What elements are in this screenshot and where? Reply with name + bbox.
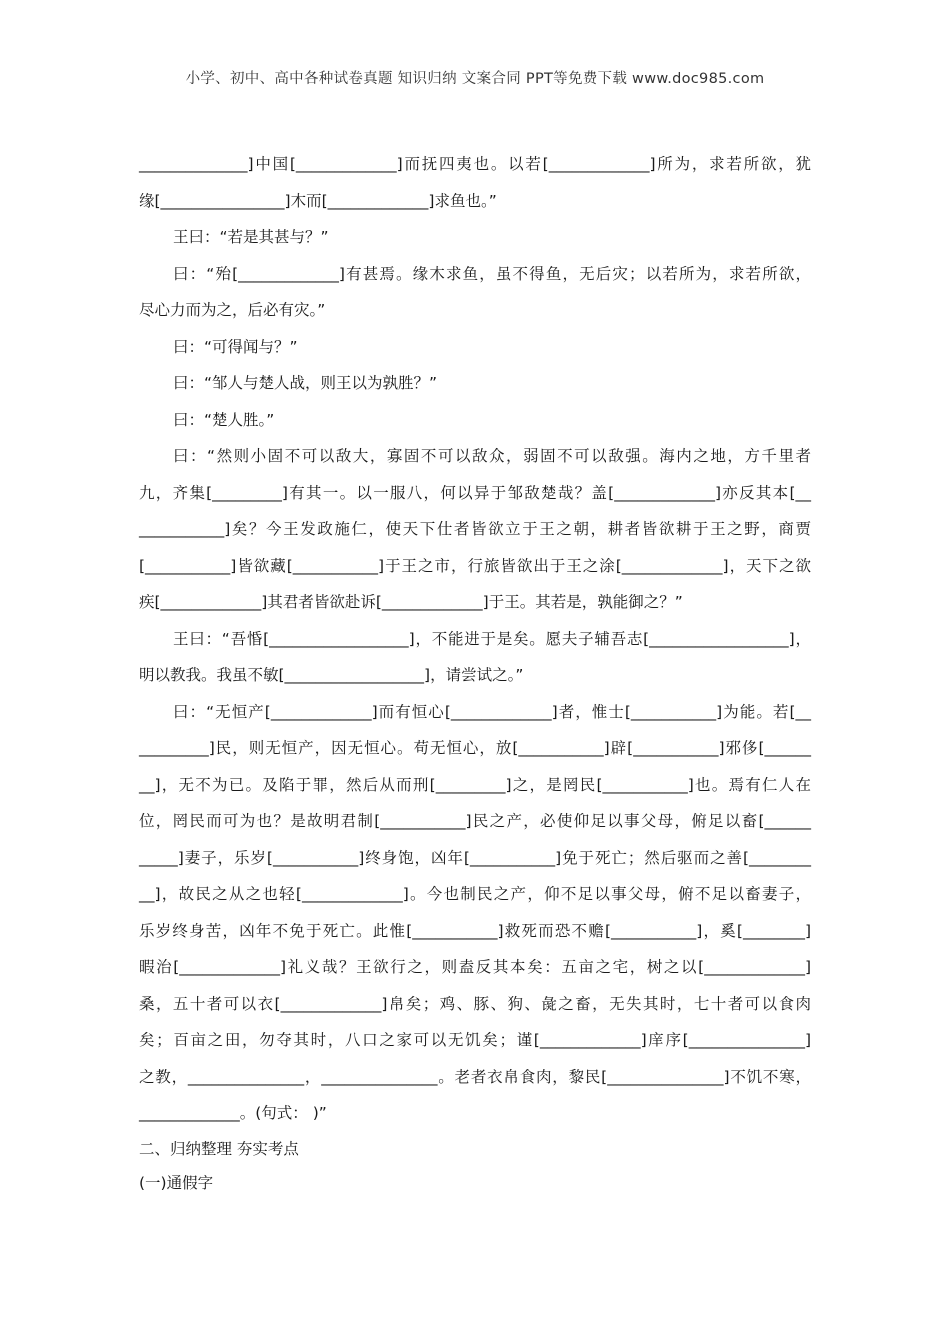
section-heading: 二、归纳整理 夯实考点 [139, 1139, 299, 1158]
text-line: ______________]中国[_____________]而抚四夷也。以若[_____________]所为，求若所欲，犹 [139, 155, 811, 173]
text-line: 王曰：“吾惛[__________________]，不能进于是矣。愿夫子辅吾志[__________________]， [173, 629, 811, 648]
text-body [139, 146, 811, 1200]
text-line: 矣；百亩之田，勿夺其时，八口之家可以无饥矣；谨[_____________]庠序[_______________] [139, 1031, 811, 1049]
text-line: 尽心力而为之，后必有灾。” [139, 301, 326, 319]
text-line: 之教，_______________，_______________。老者衣帛食肉，黎民[_______________]不饥不寒， [139, 1067, 811, 1086]
text-line: 曰：“无恒产[_____________]而有恒心[_____________]者，惟士[___________]为能。若[__ [173, 702, 811, 721]
text-line: 九，齐集[_________]有其一。以一服八，何以异于邹敌楚哉？盖[_____________]亦反其本[__ [139, 483, 811, 502]
text-line: 曰：“邹人与楚人战，则王以为孰胜？” [173, 374, 438, 392]
page-header: 小学、初中、高中各种试卷真题 知识归纳 文案合同 PPT等免费下载 www.doc985.com [185, 71, 765, 87]
text-line: _____]妻子，乐岁[___________]终身饱，凶年[___________]免于死亡；然后驱而之善[________ [139, 848, 811, 867]
text-line: 王曰：“若是其甚与？” [173, 228, 329, 246]
text-line: 明以教我。我虽不敏[__________________]，请尝试之。” [139, 666, 524, 684]
text-line: 曰：“然则小固不可以敌大，寡固不可以敌众，弱固不可以敌强。海内之地，方千里者 [173, 447, 811, 465]
text-line: 缘[________________]木而[_____________]求鱼也。” [139, 191, 497, 210]
subsection-heading: (一)通假字 [139, 1173, 214, 1192]
text-line: 暇治[_____________]礼义哉？王欲行之，则盍反其本矣：五亩之宅，树之以[_____________] [139, 958, 811, 976]
text-line: [___________]皆欲藏[___________]于王之市，行旅皆欲出于王之涂[_____________]，天下之欲 [139, 556, 811, 575]
text-line: 曰：“楚人胜。” [173, 410, 275, 429]
text-line: 曰：“可得闻与？” [173, 337, 298, 356]
text-line: 疾[_____________]其君者皆欲赴诉[_____________]于王。其若是，孰能御之？” [139, 593, 683, 611]
text-line: _____________。(句式： )” [139, 1104, 327, 1122]
text-line: _________]民，则无恒产，因无恒心。苟无恒心，放[___________]辟[___________]邪侈[______ [139, 739, 811, 757]
text-line: __]，故民之从之也轻[_____________]。今也制民之产，仰不足以事父母，俯不足以畜妻子， [139, 885, 811, 903]
text-line: ___________]矣？今王发政施仁，使天下仕者皆欲立于王之朝，耕者皆欲耕于王之野，商贾 [139, 520, 811, 538]
text-line: 桑，五十者可以衣[_____________]帛矣；鸡、豚、狗、彘之畜，无失其时，七十者可以食肉 [139, 994, 811, 1013]
text-line: 曰：“殆[_____________]有甚焉。缘木求鱼，虽不得鱼，无后灾；以若所为，求若所欲， [173, 264, 811, 283]
text-line: 乐岁终身苦，凶年不免于死亡。此惟[___________]救死而恐不赡[___________]，奚[________] [139, 921, 811, 940]
text-line: __]，无不为已。及陷于罪，然后从而刑[_________]之，是罔民[___________]也。焉有仁人在 [139, 775, 811, 794]
text-line: 位，罔民而可为也？是故明君制[___________]民之产，必使仰足以事父母，俯足以畜[______ [139, 812, 811, 830]
